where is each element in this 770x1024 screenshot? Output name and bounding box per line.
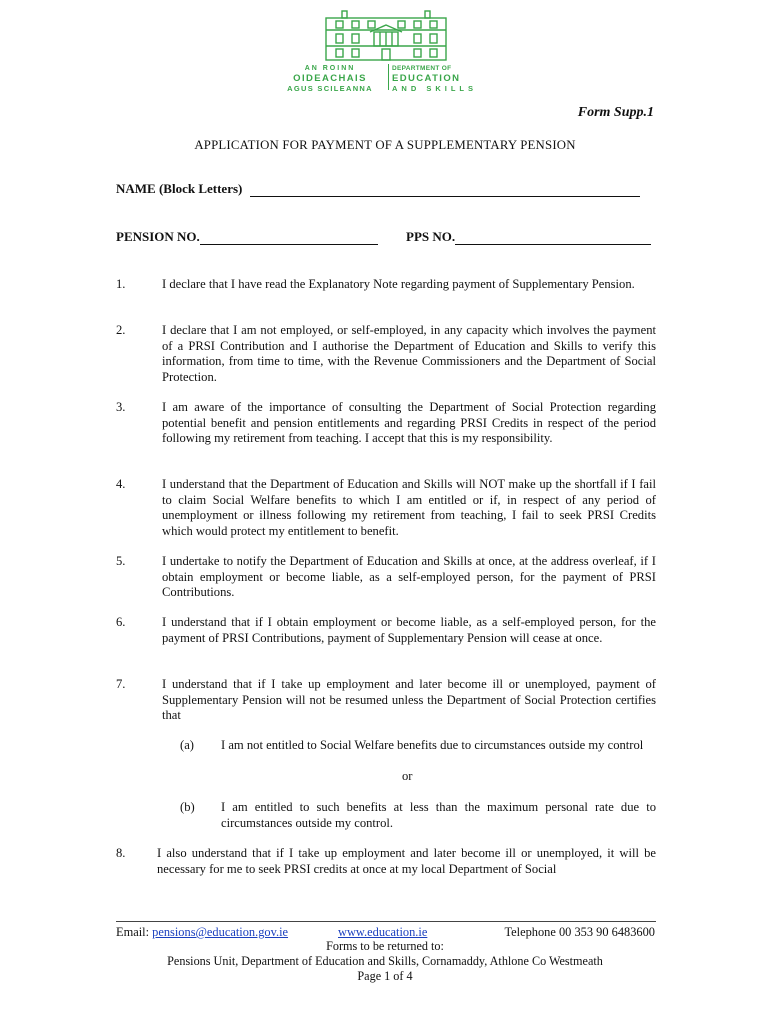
form-title: APPLICATION FOR PAYMENT OF A SUPPLEMENTARY PENSION — [194, 138, 576, 152]
website-link-text[interactable]: www.education.ie — [338, 925, 428, 939]
sub-item-text: I am entitled to such benefits at less than the maximum personal rate due to circumstances outside my control. — [221, 800, 656, 830]
logo-divider — [388, 64, 389, 90]
item-number: 1. — [116, 277, 126, 291]
footer-email — [116, 925, 288, 940]
item-text: I understand that if I take up employment and later become ill or unemployed, payment of Supplementary Pension will not be resumed unless the Department of Social Protection certifies that — [162, 677, 656, 722]
logo-english-line2: EDUCATION — [392, 73, 461, 84]
item-number: 7. — [116, 677, 126, 691]
website-link[interactable] — [338, 925, 427, 940]
email-link[interactable]: pensions@education.gov.ie — [152, 925, 289, 939]
building-crest-icon — [270, 6, 500, 66]
form-reference: Form Supp.1 — [577, 105, 654, 120]
footer-returned-to: Forms to be returned to: — [326, 939, 444, 953]
item-number: 2. — [116, 323, 126, 337]
item-text: I understand that if I obtain employment or become liable, as a self-employed person, for the payment of PRSI Contributions, payment of Supplementary Pension will cease at once. — [162, 615, 656, 645]
footer-address: Pensions Unit, Department of Education and Skills, Cornamaddy, Athlone Co Westmeath — [167, 954, 603, 968]
item-text: I declare that I am not employed, or self-employed, in any capacity which involves the payment of a PRSI Contribution and I authorise the Department of Education and Skills to verify this information, from time to time, with the Revenue Commissioners and the Department of Social Protection. — [162, 323, 656, 384]
footer-divider — [116, 921, 656, 922]
footer-telephone: Telephone 00 353 90 6483600 — [504, 925, 655, 939]
pps-no-label: PPS NO. — [406, 229, 456, 244]
item-text: I declare that I have read the Explanatory Note regarding payment of Supplementary Pension. — [162, 277, 635, 291]
logo-irish-text — [274, 64, 386, 94]
name-blank-line[interactable] — [250, 183, 640, 197]
or-separator: or — [402, 769, 413, 783]
item-text: I understand that the Department of Education and Skills will NOT make up the shortfall if I fail to claim Social Welfare benefits to which I am entitled or if, in respect of any period of unemployment or illness following my retirement from teaching, I fail to seek PRSI Credits which would protect my entitlement to benefit. — [162, 477, 656, 538]
item-number: 8. — [116, 846, 126, 860]
logo-english-line3: AND SKILLS — [392, 84, 477, 93]
pension-no-label: PENSION NO. — [116, 229, 200, 244]
pps-no-blank-line[interactable] — [455, 231, 651, 245]
pension-no-field[interactable] — [116, 229, 378, 245]
item-number: 5. — [116, 554, 126, 568]
name-field[interactable] — [116, 181, 640, 197]
name-label: NAME (Block Letters) — [116, 181, 243, 196]
logo-irish-line2: OIDEACHAIS — [293, 73, 367, 84]
item-text: I also understand that if I take up employment and later become ill or unemployed, it will be necessary for me to seek PRSI credits at once at my local Department of Social — [157, 846, 656, 876]
logo-english-line1: DEPARTMENT OF — [392, 65, 452, 72]
pps-no-field[interactable] — [406, 229, 651, 245]
logo-irish-line3: AGUS SCILEANNA — [287, 84, 373, 93]
item-text: I undertake to notify the Department of Education and Skills at once, at the address overleaf, if I obtain employment or become liable, as a self-employed person, for the payment of PRSI Contributions. — [162, 554, 656, 599]
department-logo — [270, 6, 500, 93]
item-number: 4. — [116, 477, 126, 491]
email-label: Email: — [116, 925, 150, 939]
logo-irish-line1: AN ROINN — [304, 65, 356, 72]
item-number: 6. — [116, 615, 126, 629]
page-number: Page 1 of 4 — [357, 969, 413, 983]
logo-english-text — [392, 64, 502, 94]
item-text: I am aware of the importance of consulting the Department of Social Protection regarding potential benefit and pension entitlements and regarding PRSI Credits in respect of the period following my retirement from teaching. I accept that this is my responsibility. — [162, 400, 656, 445]
pension-no-blank-line[interactable] — [200, 231, 378, 245]
sub-item-label: (a) — [180, 738, 194, 752]
sub-item-label: (b) — [180, 800, 195, 814]
sub-item-text: I am not entitled to Social Welfare benefits due to circumstances outside my control — [221, 738, 644, 752]
item-number: 3. — [116, 400, 126, 414]
